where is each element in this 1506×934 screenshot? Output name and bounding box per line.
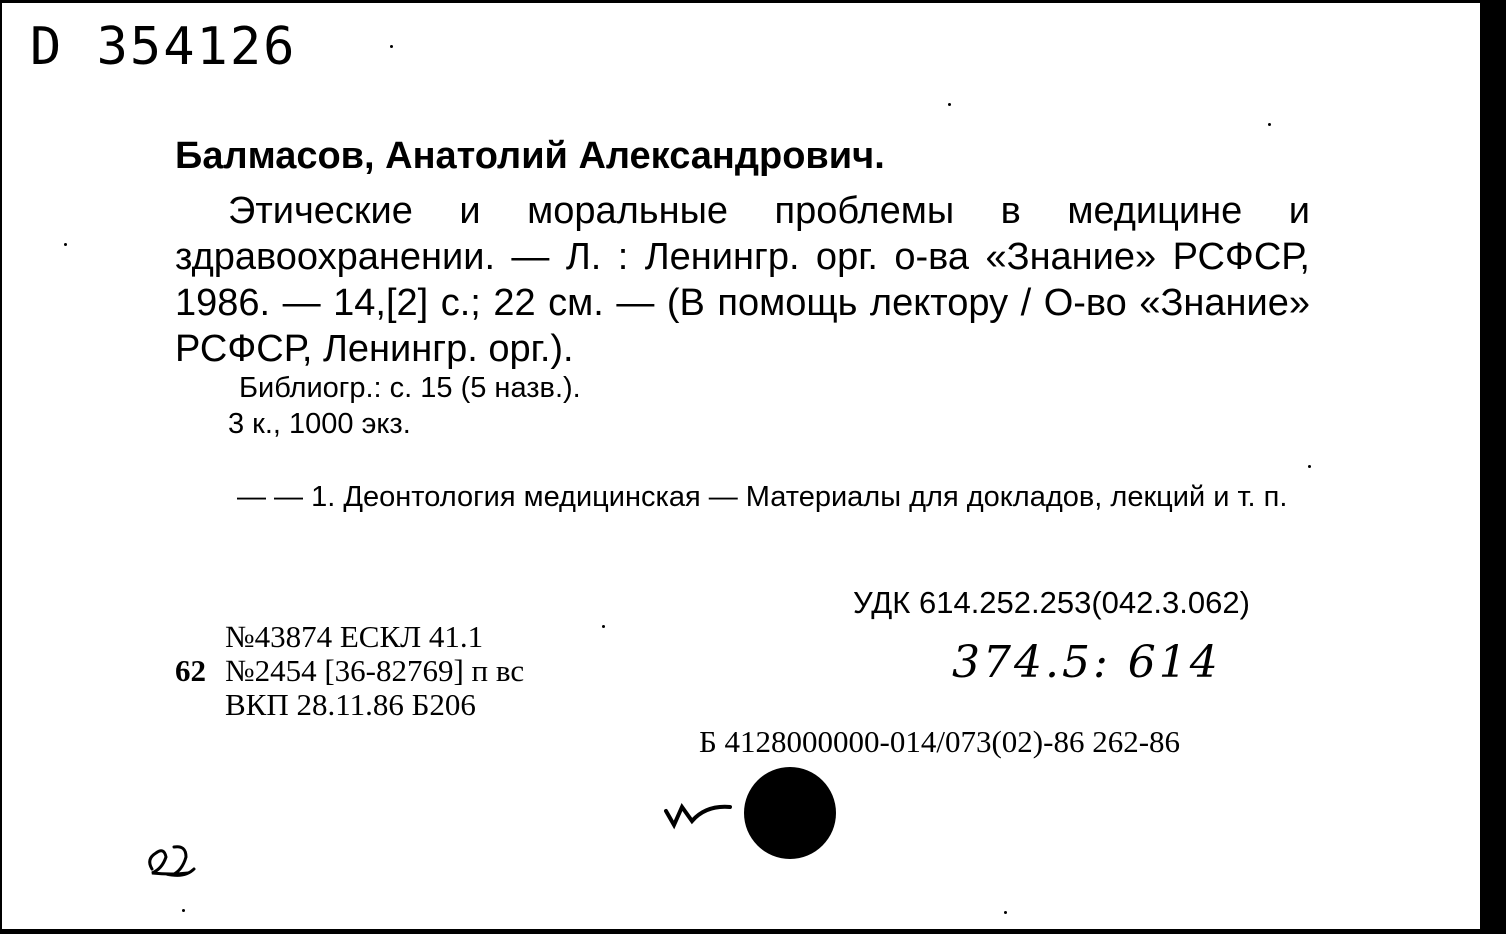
bibliography-note: Библиогр.: с. 15 (5 назв.). — [239, 372, 581, 404]
catalog-card — [2, 3, 1480, 929]
speck — [1004, 911, 1007, 914]
author-heading: Балмасов, Анатолий Александрович. — [175, 135, 885, 177]
bibliographic-description: Этические и моральные проблемы в медицине и здравоохранении. — Л. : Ленингр. орг. о-ва «Знание» РСФСР, 1986. — 14,[2] с.; 22 см. — (В помощь лектору / О-во «Знание» РСФСР, Ленингр. орг.). — [175, 190, 1310, 370]
copies-note: 3 к., 1000 экз. — [228, 408, 411, 440]
code-line-2: №2454 [36-82769] п вс — [225, 653, 525, 688]
speck — [1308, 465, 1311, 468]
isbn-code-line: Б 4128000000-014/073(02)-86 262-86 — [699, 724, 1181, 759]
publisher-codes — [175, 620, 524, 722]
speck — [390, 45, 393, 48]
code-prefix: 62 — [175, 653, 206, 688]
handwritten-initial-mark — [142, 839, 202, 883]
speck — [948, 103, 951, 106]
code-line-2-row — [175, 654, 524, 688]
code-line-1: №43874 ЕСКЛ 41.1 — [225, 619, 484, 654]
code-line-3: ВКП 28.11.86 Б206 — [225, 687, 476, 722]
speck — [1268, 123, 1271, 126]
handwritten-check-mark — [662, 793, 734, 833]
inventory-number: D 354126 — [30, 17, 297, 77]
subject-heading: — — 1. Деонтология медицинская — Материалы для докладов, лекций и т. п. — [237, 481, 1288, 513]
hole-punch-mark — [744, 767, 836, 859]
speck — [64, 243, 67, 246]
speck — [182, 909, 185, 912]
handwritten-classification: 374.5: 614 — [952, 637, 1221, 688]
speck — [602, 625, 605, 628]
udk-code: УДК 614.252.253(042.3.062) — [853, 585, 1250, 620]
